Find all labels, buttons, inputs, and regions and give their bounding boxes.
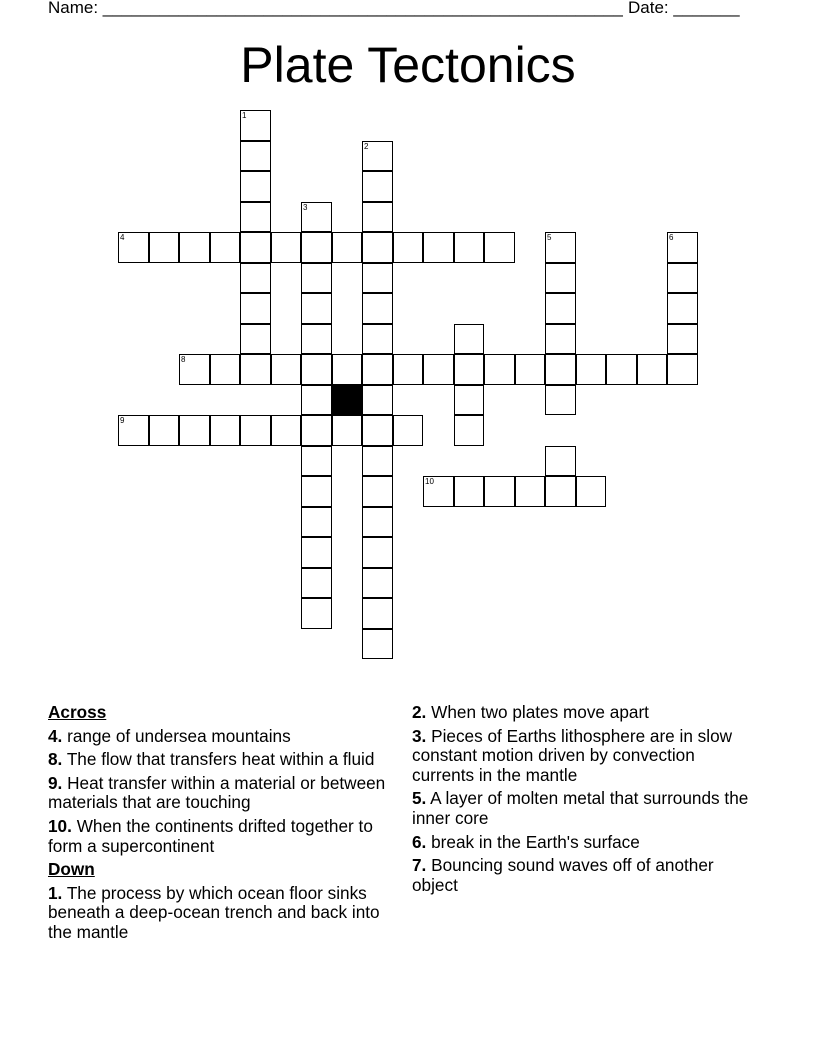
grid-cell[interactable] xyxy=(515,476,546,507)
grid-cell[interactable] xyxy=(667,293,698,324)
grid-cell[interactable] xyxy=(240,354,271,385)
grid-cell[interactable] xyxy=(210,354,241,385)
grid-cell[interactable] xyxy=(301,507,332,538)
grid-cell[interactable] xyxy=(240,202,271,233)
clue-down-5: 5. A layer of molten metal that surrounds the inner core xyxy=(412,788,749,828)
clue-across-10: 10. When the continents drifted together to form a supercontinent xyxy=(48,815,373,856)
date-field-label: Date: _______ xyxy=(628,0,740,17)
grid-cell[interactable] xyxy=(210,232,241,263)
grid-cell[interactable] xyxy=(454,476,485,507)
grid-cell[interactable] xyxy=(606,354,637,385)
grid-cell[interactable] xyxy=(210,415,241,446)
grid-cell[interactable] xyxy=(271,415,302,446)
clue-number: 4 xyxy=(120,233,125,242)
grid-cell[interactable] xyxy=(362,568,393,599)
grid-cell[interactable] xyxy=(362,598,393,629)
grid-cell[interactable] xyxy=(545,232,576,263)
grid-cell[interactable] xyxy=(454,232,485,263)
grid-cell[interactable] xyxy=(362,354,393,385)
down-heading: Down xyxy=(48,859,95,880)
grid-cell[interactable] xyxy=(240,293,271,324)
clue-across-8: 8. The flow that transfers heat within a fluid xyxy=(48,749,375,770)
grid-cell[interactable] xyxy=(454,354,485,385)
grid-cell[interactable] xyxy=(576,476,607,507)
grid-cell[interactable] xyxy=(423,232,454,263)
grid-cell[interactable] xyxy=(393,415,424,446)
grid-cell[interactable] xyxy=(301,293,332,324)
grid-cell[interactable] xyxy=(362,446,393,477)
grid-cell[interactable] xyxy=(332,354,363,385)
clue-down-2: 2. When two plates move apart xyxy=(412,702,649,722)
grid-cell[interactable] xyxy=(484,354,515,385)
grid-cell[interactable] xyxy=(393,232,424,263)
grid-cell[interactable] xyxy=(362,171,393,202)
grid-cell[interactable] xyxy=(362,629,393,660)
clue-number: 6 xyxy=(669,233,674,242)
grid-block xyxy=(332,385,363,416)
grid-cell[interactable] xyxy=(179,415,210,446)
grid-cell[interactable] xyxy=(545,263,576,294)
grid-cell[interactable] xyxy=(667,263,698,294)
grid-cell[interactable] xyxy=(362,385,393,416)
grid-cell[interactable] xyxy=(301,385,332,416)
grid-cell[interactable] xyxy=(301,324,332,355)
grid-cell[interactable] xyxy=(332,415,363,446)
across-heading: Across xyxy=(48,702,107,722)
grid-cell[interactable] xyxy=(454,324,485,355)
grid-cell[interactable] xyxy=(118,415,149,446)
clues-column-right xyxy=(412,703,752,899)
grid-cell[interactable] xyxy=(362,507,393,538)
grid-cell[interactable] xyxy=(301,598,332,629)
grid-cell[interactable] xyxy=(240,232,271,263)
grid-cell[interactable] xyxy=(301,446,332,477)
grid-cell[interactable] xyxy=(118,232,149,263)
grid-cell[interactable] xyxy=(667,324,698,355)
clue-number: 2 xyxy=(364,141,369,151)
grid-cell[interactable] xyxy=(423,476,454,507)
grid-cell[interactable] xyxy=(149,232,180,263)
clue-number: 3 xyxy=(303,202,308,212)
grid-cell[interactable] xyxy=(240,324,271,355)
clue-number: 9 xyxy=(120,416,125,425)
grid-cell[interactable] xyxy=(545,324,576,355)
clues-column-left xyxy=(48,703,403,947)
clue-number: 1 xyxy=(242,111,247,120)
grid-cell[interactable] xyxy=(545,385,576,416)
grid-cell[interactable] xyxy=(667,354,698,385)
clue-number: 8 xyxy=(181,355,186,364)
page-title: Plate Tectonics xyxy=(240,37,576,93)
grid-cell[interactable] xyxy=(545,293,576,324)
grid-cell[interactable] xyxy=(362,141,393,172)
grid-cell[interactable] xyxy=(515,354,546,385)
grid-cell[interactable] xyxy=(332,232,363,263)
clue-across-4: 4. range of undersea mountains xyxy=(48,725,291,746)
grid-cell[interactable] xyxy=(362,476,393,507)
grid-cell[interactable] xyxy=(362,324,393,355)
grid-cell[interactable] xyxy=(454,385,485,416)
grid-cell[interactable] xyxy=(301,354,332,385)
grid-cell[interactable] xyxy=(301,202,332,233)
grid-cell[interactable] xyxy=(301,263,332,294)
grid-cell[interactable] xyxy=(362,415,393,446)
name-field-label: Name: _______________________________________________________ xyxy=(48,0,623,17)
grid-cell[interactable] xyxy=(362,263,393,294)
grid-cell[interactable] xyxy=(301,476,332,507)
clue-down-7: 7. Bouncing sound waves off of another object xyxy=(412,855,714,895)
grid-cell[interactable] xyxy=(637,354,668,385)
grid-cell[interactable] xyxy=(484,476,515,507)
grid-cell[interactable] xyxy=(240,415,271,446)
grid-cell[interactable] xyxy=(271,232,302,263)
grid-cell[interactable] xyxy=(271,354,302,385)
clue-number: 5 xyxy=(547,233,552,242)
grid-cell[interactable] xyxy=(423,354,454,385)
grid-cell[interactable] xyxy=(179,232,210,263)
grid-cell[interactable] xyxy=(362,537,393,568)
grid-cell[interactable] xyxy=(240,141,271,172)
grid-cell[interactable] xyxy=(240,263,271,294)
clue-down-1: 1. The process by which ocean floor sinks beneath a deep-ocean trench and back into the mantle xyxy=(48,882,380,942)
clue-number: 10 xyxy=(425,477,434,486)
grid-cell[interactable] xyxy=(667,232,698,263)
grid-cell[interactable] xyxy=(362,293,393,324)
grid-cell[interactable] xyxy=(454,415,485,446)
grid-cell[interactable] xyxy=(393,354,424,385)
grid-cell[interactable] xyxy=(301,232,332,263)
grid-cell[interactable] xyxy=(301,568,332,599)
clue-down-6: 6. break in the Earth's surface xyxy=(412,831,640,852)
grid-cell[interactable] xyxy=(301,415,332,446)
grid-cell[interactable] xyxy=(179,354,210,385)
grid-cell[interactable] xyxy=(240,171,271,202)
grid-cell[interactable] xyxy=(576,354,607,385)
grid-cell[interactable] xyxy=(362,202,393,233)
clue-down-3: 3. Pieces of Earths lithosphere are in slow constant motion driven by convection currents in the mantle xyxy=(412,725,733,785)
grid-cell[interactable] xyxy=(484,232,515,263)
grid-cell[interactable] xyxy=(301,537,332,568)
grid-cell[interactable] xyxy=(545,476,576,507)
grid-cell[interactable] xyxy=(362,232,393,263)
clue-across-9: 9. Heat transfer within a material or between materials that are touching xyxy=(48,772,386,813)
grid-cell[interactable] xyxy=(545,354,576,385)
grid-cell[interactable] xyxy=(149,415,180,446)
grid-cell[interactable] xyxy=(240,110,271,141)
grid-cell[interactable] xyxy=(545,446,576,477)
